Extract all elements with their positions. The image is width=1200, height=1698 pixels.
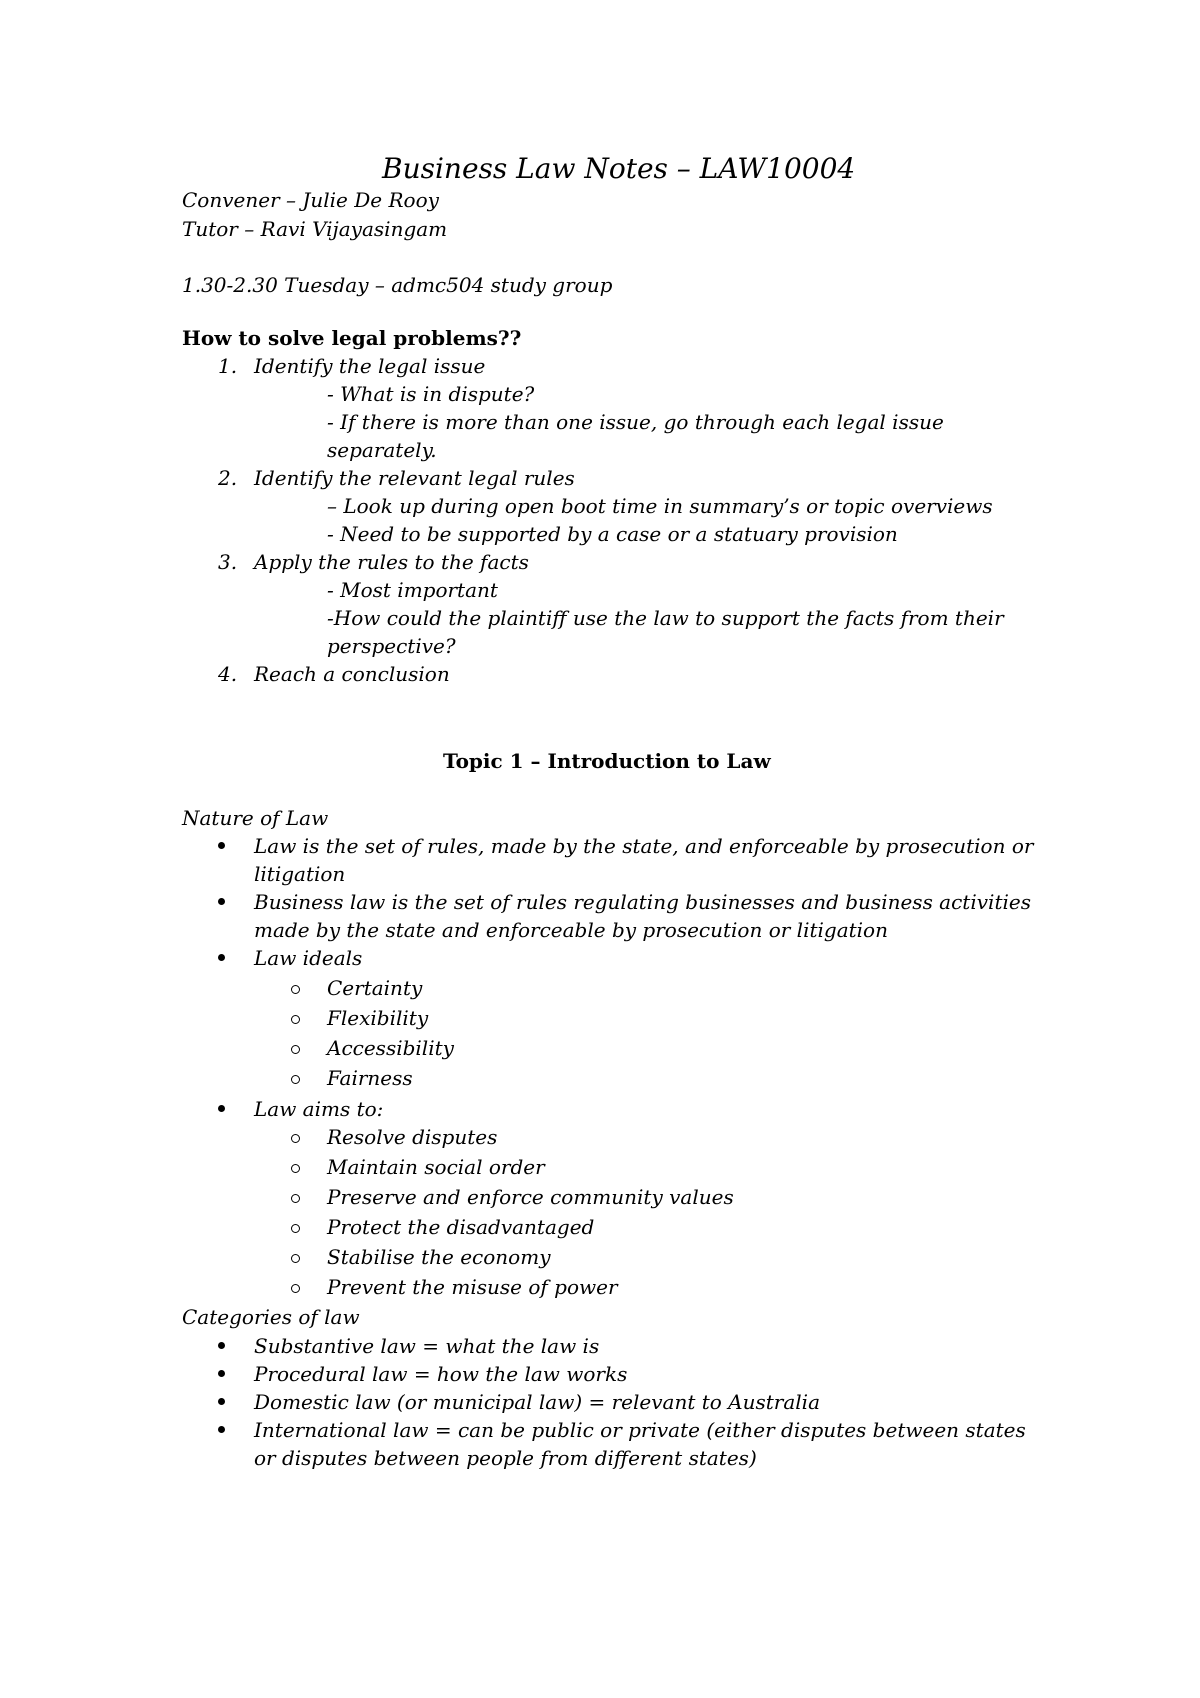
step-subpoint: -How could the plaintiff use the law to support the facts from their	[327, 606, 1004, 630]
step-text: Identify the legal issue	[254, 354, 486, 378]
step-number: 1.	[218, 354, 238, 378]
nature-of-law-heading: Nature of Law	[182, 806, 329, 830]
circle-bullet-icon	[291, 1224, 300, 1233]
nature-point-cont: made by the state and enforceable by prosecution or litigation	[254, 918, 888, 942]
law-aim: Prevent the misuse of power	[327, 1275, 618, 1299]
category-item: Domestic law (or municipal law) = relevant to Australia	[254, 1390, 820, 1414]
study-group-line: 1.30-2.30 Tuesday – admc504 study group	[182, 273, 613, 297]
step-number: 2.	[218, 466, 238, 490]
tutor-line: Tutor – Ravi Vijayasingam	[182, 217, 448, 241]
convener-line: Convener – Julie De Rooy	[182, 188, 439, 212]
step-text: Apply the rules to the facts	[254, 550, 529, 574]
step-text: Identify the relevant legal rules	[254, 466, 575, 490]
step-subpoint: - If there is more than one issue, go through each legal issue	[327, 410, 944, 434]
step-number: 3.	[218, 550, 238, 574]
law-aim: Stabilise the economy	[327, 1245, 551, 1269]
circle-bullet-icon	[291, 985, 300, 994]
bullet-icon	[218, 1370, 225, 1377]
step-subpoint: – Look up during open boot time in summary’s or topic overviews	[327, 494, 993, 518]
nature-point: Law is the set of rules, made by the state, and enforceable by prosecution or	[254, 834, 1034, 858]
document-title: Business Law Notes – LAW10004	[382, 152, 856, 185]
circle-bullet-icon	[291, 1194, 300, 1203]
law-ideals-label: Law ideals	[254, 946, 363, 970]
categories-heading: Categories of law	[182, 1305, 360, 1329]
law-aim: Maintain social order	[327, 1155, 545, 1179]
category-item: International law = can be public or private (either disputes between states	[254, 1418, 1026, 1442]
circle-bullet-icon	[291, 1045, 300, 1054]
step-subpoint: perspective?	[327, 634, 456, 658]
step-subpoint: - What is in dispute?	[327, 382, 535, 406]
circle-bullet-icon	[291, 1254, 300, 1263]
bullet-icon	[218, 954, 225, 961]
bullet-icon	[218, 842, 225, 849]
step-text: Reach a conclusion	[254, 662, 450, 686]
law-aim: Protect the disadvantaged	[327, 1215, 595, 1239]
step-subpoint: - Most important	[327, 578, 498, 602]
bullet-icon	[218, 1426, 225, 1433]
nature-point: Business law is the set of rules regulating businesses and business activities	[254, 890, 1031, 914]
step-number: 4.	[218, 662, 238, 686]
bullet-icon	[218, 1398, 225, 1405]
law-ideal: Accessibility	[327, 1036, 454, 1060]
nature-point-cont: litigation	[254, 862, 346, 886]
circle-bullet-icon	[291, 1075, 300, 1084]
category-item: Substantive law = what the law is	[254, 1334, 600, 1358]
law-aim: Resolve disputes	[327, 1125, 498, 1149]
law-ideal: Flexibility	[327, 1006, 429, 1030]
law-aim: Preserve and enforce community values	[327, 1185, 734, 1209]
step-subpoint: separately.	[327, 438, 437, 462]
topic1-heading: Topic 1 – Introduction to Law	[443, 749, 771, 773]
law-ideal: Certainty	[327, 976, 423, 1000]
legal-problems-heading: How to solve legal problems??	[182, 326, 522, 350]
step-subpoint: - Need to be supported by a case or a statuary provision	[327, 522, 898, 546]
circle-bullet-icon	[291, 1134, 300, 1143]
bullet-icon	[218, 1342, 225, 1349]
circle-bullet-icon	[291, 1284, 300, 1293]
category-item: Procedural law = how the law works	[254, 1362, 628, 1386]
category-item-cont: or disputes between people from different states)	[254, 1446, 757, 1470]
law-aims-label: Law aims to:	[254, 1097, 384, 1121]
law-ideal: Fairness	[327, 1066, 413, 1090]
bullet-icon	[218, 898, 225, 905]
bullet-icon	[218, 1105, 225, 1112]
circle-bullet-icon	[291, 1015, 300, 1024]
circle-bullet-icon	[291, 1164, 300, 1173]
